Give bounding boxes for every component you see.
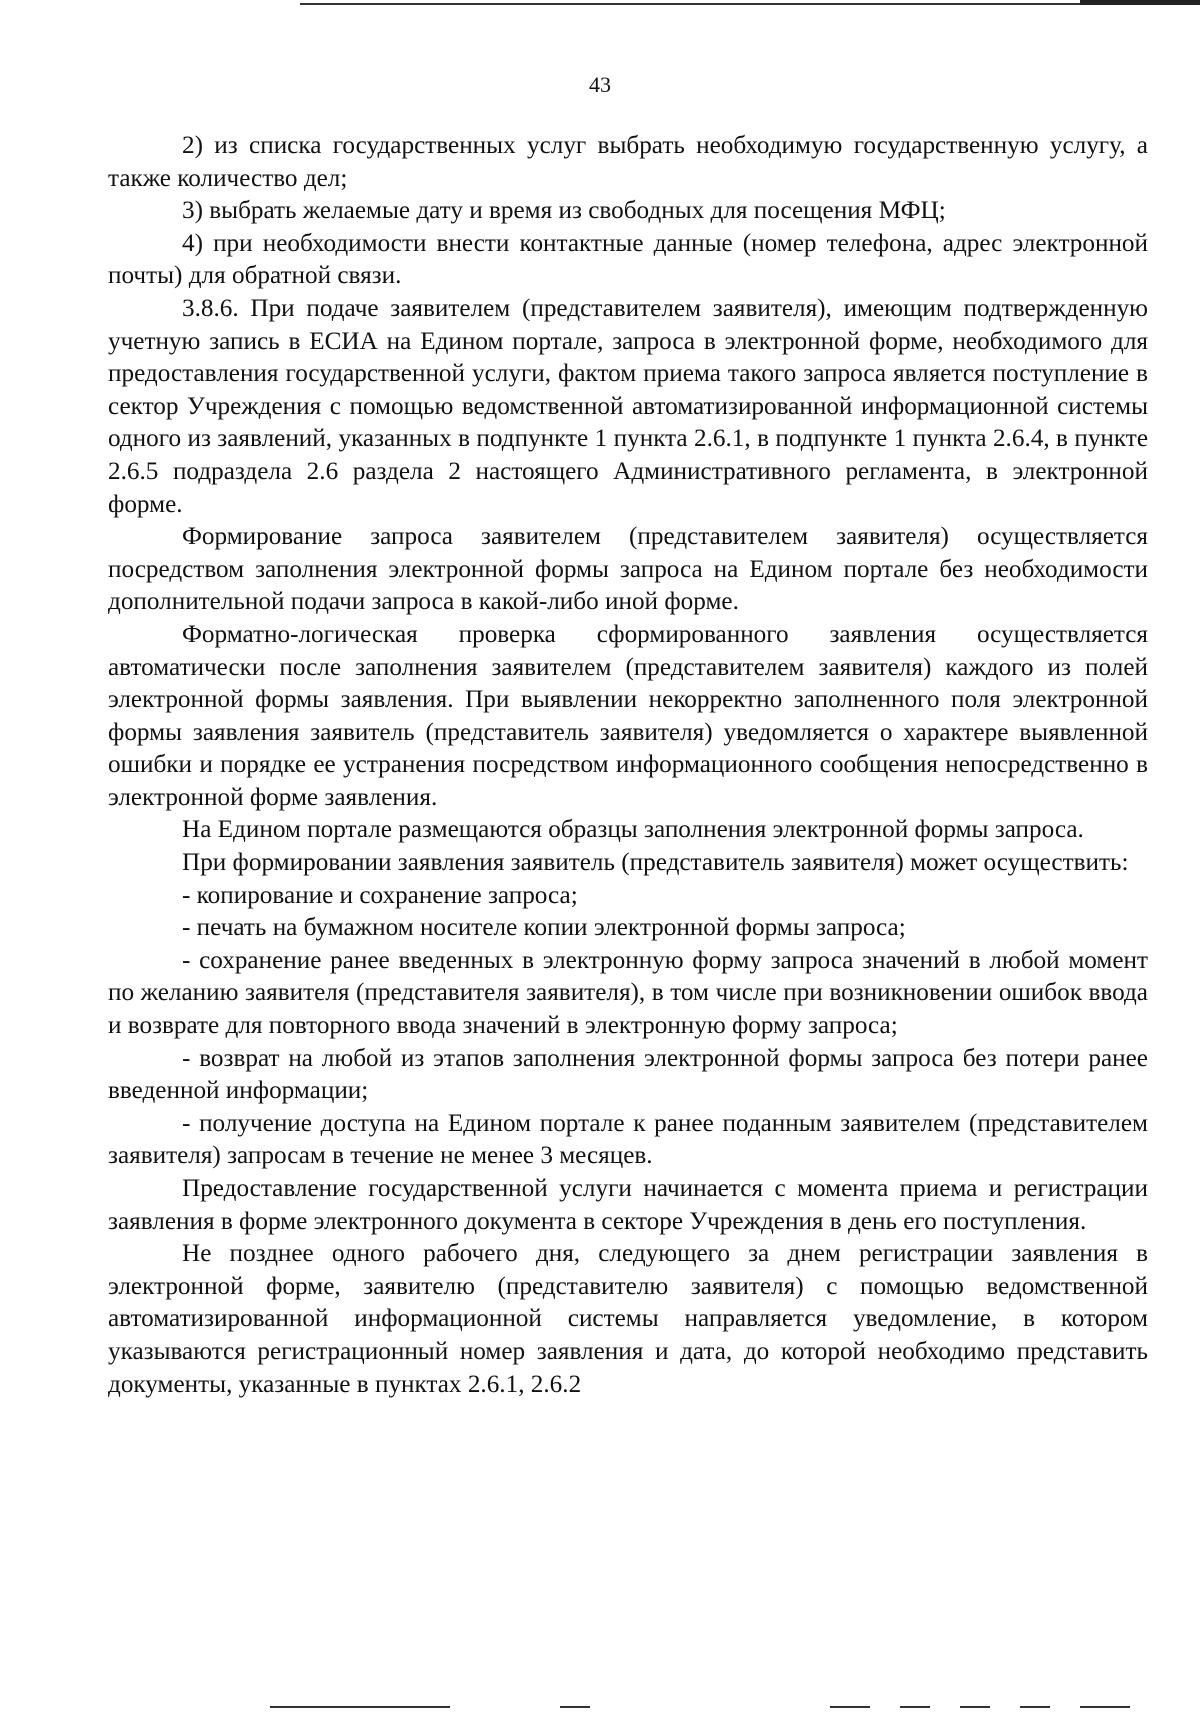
scan-artifact-mark (1080, 0, 1200, 5)
paragraph: 3) выбрать желаемые дату и время из свободных для посещения МФЦ; (182, 197, 946, 225)
paragraph: Формирование запроса заявителем (представителем заявителя) осуществляется посредством заполнения электронной формы запроса на Едином портале без необходимости дополнительной подачи запроса в какой-либо иной форме. (108, 523, 1148, 616)
paragraph: 4) при необходимости внести контактные данные (номер телефона, адрес электронной почты) для обратной связи. (108, 229, 1148, 290)
paragraph: Предоставление государственной услуги начинается с момента приема и регистрации заявления в форме электронного документа в секторе Учреждения в день его поступления. (108, 1175, 1148, 1235)
paragraph: Форматно-логическая проверка сформированного заявления осуществляется автоматически после заполнения заявителем (представителем заявителя) каждого из полей электронной формы заявления. При выявлении некорректно заполненного поля электронной формы заявления заявитель (представитель заявителя) уведомляется о характере выявленной ошибки и порядке ее устранения посредством информационного сообщения непосредственно в электронной форме заявления. (108, 620, 1148, 811)
scan-artifact-line (560, 1706, 590, 1708)
scan-edge-top (0, 0, 1200, 10)
paragraph: На Едином портале размещаются образцы заполнения электронной формы запроса. (182, 816, 1084, 844)
scan-artifact-line (900, 1706, 930, 1708)
scan-edge-bottom (0, 1700, 1200, 1714)
list-item: - копирование и сохранение запроса; (182, 881, 578, 909)
scan-artifact-line (960, 1706, 990, 1708)
page-number: 43 (589, 72, 611, 97)
paragraph: Не позднее одного рабочего дня, следующего за днем регистрации заявления в электронной форме, заявителю (представителю заявителя) с помощью ведомственной автоматизированной информационной системы направляется уведомление, в котором указываются регистрационный номер заявления и дата, до которой необходимо представить документы, указанные в пунктах 2.6.1, 2.6.2 (108, 1240, 1148, 1398)
scan-artifact-line (1020, 1706, 1050, 1708)
scan-artifact-line (830, 1706, 870, 1708)
paragraph: При формировании заявления заявитель (представитель заявителя) может осуществить: (182, 849, 1129, 877)
document-body (108, 130, 1148, 1401)
paragraph: 2) из списка государственных услуг выбрать необходимую государственную услугу, а также количество дел; (108, 132, 1148, 192)
list-item: - сохранение ранее введенных в электронную форму запроса значений в любой момент по желанию заявителя (представителя заявителя), в том числе при возникновении ошибок ввода и возврате для повторного ввода значений в электронную форму запроса; (108, 946, 1148, 1040)
scan-artifact-line (1080, 1706, 1130, 1708)
list-item: - печать на бумажном носителе копии электронной формы запроса; (182, 914, 906, 942)
scan-artifact-line (300, 3, 1200, 5)
list-item: - возврат на любой из этапов заполнения электронной формы запроса без потери ранее введенной информации; (108, 1044, 1148, 1105)
scan-artifact-line (270, 1706, 450, 1708)
list-item: - получение доступа на Едином портале к ранее поданным заявителем (представителем заявителя) запросам в течение не менее 3 месяцев. (108, 1109, 1148, 1170)
paragraph: 3.8.6. При подаче заявителем (представителем заявителя), имеющим подтвержденную учетную запись в ЕСИА на Едином портале, запроса в электронной форме, необходимого для предоставления государственной услуги, фактом приема такого запроса является поступление в сектор Учреждения с помощью ведомственной автоматизированной информационной системы одного из заявлений, указанных в подпункте 1 пункта 2.6.1, в подпункте 1 пункта 2.6.4, в пункте 2.6.5 подраздела 2.6 раздела 2 настоящего Административного регламента, в электронной форме. (108, 294, 1148, 518)
